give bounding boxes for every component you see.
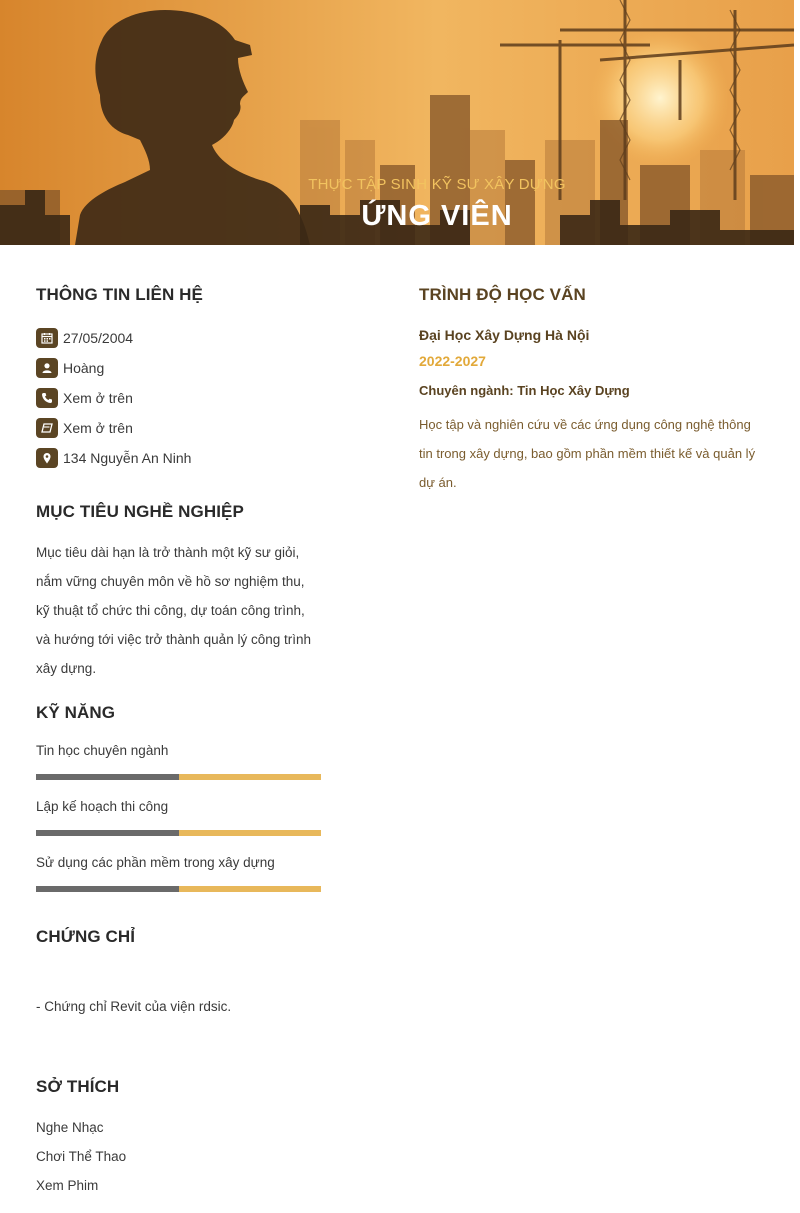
contact-item-birthdate: [36, 323, 326, 353]
education-description: Học tập và nghiên cứu về các ứng dụng công nghệ thông tin trong xây dựng, bao gồm phần mềm thiết kế và quản lý dự án.: [419, 417, 756, 490]
objective-text: Mục tiêu dài hạn là trở thành một kỹ sư giỏi, nắm vững chuyên môn về hồ sơ nghiệm thu, kỹ thuật tổ chức thi công, dự toán công trình, và hướng tới việc trở thành quản lý công trình xây dựng.: [36, 545, 311, 676]
contact-heading: THÔNG TIN LIÊN HỆ: [36, 285, 203, 304]
calendar-icon: [36, 328, 58, 348]
skill-level-fill: [36, 886, 179, 892]
skill-bar: [36, 886, 321, 892]
hero-subtitle: THỰC TẬP SINH KỸ SƯ XÂY DỰNG: [308, 176, 566, 193]
skill-bar: [36, 830, 321, 836]
contact-text: 27/05/2004: [63, 330, 134, 346]
contact-text: Xem ở trên: [63, 390, 133, 406]
school-name: Đại Học Xây Dựng Hà Nội: [419, 327, 590, 343]
hobby-item: Xem Phim: [36, 1178, 99, 1193]
hobby-item: Nghe Nhạc: [36, 1120, 104, 1135]
skill-name: Lập kế hoạch thi công: [36, 799, 169, 814]
skill-item: [36, 855, 326, 892]
skill-bar: [36, 774, 321, 780]
certificates-heading: CHỨNG CHỈ: [36, 927, 136, 946]
contact-text: 134 Nguyễn An Ninh: [63, 450, 192, 466]
user-icon: [36, 358, 58, 378]
certificate-item: - Chứng chỉ Revit của viện rdsic.: [36, 999, 232, 1014]
skills-list: [36, 743, 326, 892]
contact-item-name: [36, 353, 326, 383]
phone-icon: [36, 388, 58, 408]
right-column: [419, 285, 759, 497]
skill-item: [36, 743, 326, 780]
education-major: Chuyên ngành: Tin Học Xây Dựng: [419, 383, 630, 398]
skill-level-fill: [36, 830, 179, 836]
contact-item-email: [36, 413, 326, 443]
contact-text: Hoàng: [63, 360, 105, 376]
hero-title: ỨNG VIÊN: [361, 200, 513, 232]
contact-item-address: [36, 443, 326, 473]
contact-list: [36, 323, 326, 473]
hobbies-heading: SỞ THÍCH: [36, 1077, 120, 1096]
education-years: 2022-2027: [419, 353, 486, 369]
skill-name: Tin học chuyên ngành: [36, 743, 169, 758]
contact-text: Xem ở trên: [63, 420, 133, 436]
hobby-list: [36, 1113, 326, 1200]
contact-item-phone: [36, 383, 326, 413]
left-column: [36, 285, 326, 1200]
hobby-item: Chơi Thể Thao: [36, 1149, 127, 1164]
email-icon: [36, 418, 58, 438]
skill-item: [36, 799, 326, 836]
skills-heading: KỸ NĂNG: [36, 703, 116, 722]
skill-name: Sử dụng các phần mềm trong xây dựng: [36, 855, 275, 870]
objective-heading: MỤC TIÊU NGHỀ NGHIỆP: [36, 502, 244, 521]
skill-level-fill: [36, 774, 179, 780]
education-heading: TRÌNH ĐỘ HỌC VẤN: [419, 285, 586, 304]
location-pin-icon: [36, 448, 58, 468]
hero-banner: [0, 0, 794, 245]
